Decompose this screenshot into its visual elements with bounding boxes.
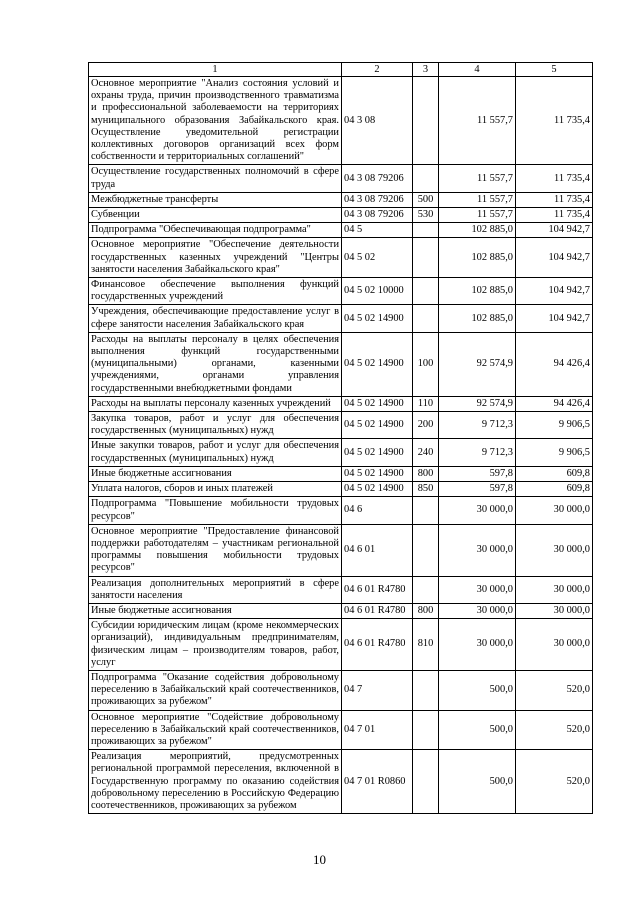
row-name: Реализация мероприятий, предусмотренных региональной программой переселения, включенной в Государственную программу по оказанию содействия добровольному переселению в Российскую Федерацию соотечественников, проживающих за рубежом [89,750,342,814]
row-expense-type: 800 [413,603,439,618]
row-name: Субвенции [89,208,342,223]
row-name: Осуществление государственных полномочий в сфере труда [89,165,342,192]
row-expense-type [413,223,439,238]
row-value-col5: 9 906,5 [516,412,593,439]
table-row [89,576,593,603]
row-value-col4: 9 712,3 [439,412,516,439]
table-row [89,750,593,814]
table-row [89,670,593,710]
budget-table [88,62,593,814]
row-name: Подпрограмма "Обеспечивающая подпрограмма" [89,223,342,238]
row-expense-type [413,165,439,192]
row-code: 04 5 02 10000 [342,278,413,305]
header-col-1: 1 [89,63,342,77]
header-col-3: 3 [413,63,439,77]
row-value-col4: 92 574,9 [439,396,516,411]
row-value-col5: 609,8 [516,466,593,481]
row-value-col5: 104 942,7 [516,305,593,332]
row-expense-type: 240 [413,439,439,466]
row-code: 04 3 08 79206 [342,192,413,207]
row-name: Основное мероприятие "Анализ состояния условий и охраны труда, причин производственного травматизма и профессиональной заболеваемости на территориях муниципального образования Забайкальского края. Осуществление уведомительной регистрации коллективных договоров организаций всех форм собственности и территориальных соглашений" [89,77,342,165]
table-row [89,192,593,207]
table-row [89,466,593,481]
table-row [89,165,593,192]
row-name: Иные закупки товаров, работ и услуг для обеспечения государственных (муниципальных) нужд [89,439,342,466]
row-value-col5: 104 942,7 [516,278,593,305]
header-col-4: 4 [439,63,516,77]
table-row [89,603,593,618]
row-name: Субсидии юридическим лицам (кроме некоммерческих организаций), индивидуальным предпринимателям, физическим лицам – производителям товаров, работ, услуг [89,619,342,671]
row-value-col5: 30 000,0 [516,524,593,576]
row-value-col4: 30 000,0 [439,603,516,618]
row-expense-type [413,576,439,603]
table-row [89,396,593,411]
row-value-col5: 104 942,7 [516,223,593,238]
header-col-2: 2 [342,63,413,77]
row-value-col4: 11 557,7 [439,192,516,207]
row-value-col4: 9 712,3 [439,439,516,466]
row-value-col5: 9 906,5 [516,439,593,466]
row-expense-type [413,750,439,814]
row-name: Учреждения, обеспечивающие предоставление услуг в сфере занятости населения Забайкальского края [89,305,342,332]
row-expense-type: 100 [413,332,439,396]
row-value-col4: 597,8 [439,466,516,481]
table-row [89,482,593,497]
table-row [89,223,593,238]
table-row [89,524,593,576]
table-row [89,238,593,278]
row-value-col4: 11 557,7 [439,77,516,165]
budget-table-body [89,63,593,814]
row-expense-type [413,305,439,332]
row-code: 04 6 01 R4780 [342,619,413,671]
row-value-col5: 520,0 [516,670,593,710]
row-value-col5: 11 735,4 [516,165,593,192]
row-code: 04 5 [342,223,413,238]
row-expense-type: 500 [413,192,439,207]
row-value-col5: 11 735,4 [516,208,593,223]
row-value-col4: 11 557,7 [439,165,516,192]
table-row [89,619,593,671]
row-code: 04 5 02 14900 [342,412,413,439]
row-value-col5: 94 426,4 [516,396,593,411]
row-code: 04 6 01 [342,524,413,576]
row-code: 04 6 01 R4780 [342,603,413,618]
row-name: Подпрограмма "Оказание содействия добровольному переселению в Забайкальский край соотечественников, проживающих за рубежом" [89,670,342,710]
page-number: 10 [313,852,326,867]
row-value-col5: 609,8 [516,482,593,497]
row-name: Финансовое обеспечение выполнения функций государственных учреждений [89,278,342,305]
row-value-col4: 92 574,9 [439,332,516,396]
row-name: Иные бюджетные ассигнования [89,466,342,481]
row-code: 04 5 02 14900 [342,482,413,497]
row-value-col4: 11 557,7 [439,208,516,223]
row-expense-type [413,238,439,278]
row-code: 04 5 02 14900 [342,396,413,411]
table-row [89,208,593,223]
table-row [89,332,593,396]
row-name: Основное мероприятие "Предоставление финансовой поддержки работодателям – участникам региональной программы повышения мобильности трудовых ресурсов" [89,524,342,576]
row-value-col5: 11 735,4 [516,77,593,165]
table-row [89,710,593,750]
row-name: Иные бюджетные ассигнования [89,603,342,618]
row-name: Расходы на выплаты персоналу в целях обеспечения выполнения функций государственными (муниципальными) органами, казенными учреждениями, органами управления государственными внебюджетными фондами [89,332,342,396]
row-value-col4: 30 000,0 [439,619,516,671]
row-value-col5: 11 735,4 [516,192,593,207]
header-row [89,63,593,77]
row-value-col4: 500,0 [439,670,516,710]
row-value-col5: 30 000,0 [516,576,593,603]
row-code: 04 3 08 79206 [342,208,413,223]
row-value-col4: 30 000,0 [439,497,516,524]
row-name: Подпрограмма "Повышение мобильности трудовых ресурсов" [89,497,342,524]
row-name: Расходы на выплаты персоналу казенных учреждений [89,396,342,411]
row-expense-type: 200 [413,412,439,439]
row-code: 04 7 [342,670,413,710]
row-expense-type: 530 [413,208,439,223]
row-expense-type [413,524,439,576]
row-value-col5: 94 426,4 [516,332,593,396]
row-value-col4: 30 000,0 [439,524,516,576]
row-value-col4: 102 885,0 [439,305,516,332]
row-expense-type: 850 [413,482,439,497]
row-code: 04 7 01 [342,710,413,750]
row-value-col5: 30 000,0 [516,497,593,524]
row-value-col5: 520,0 [516,750,593,814]
row-value-col4: 102 885,0 [439,238,516,278]
row-name: Уплата налогов, сборов и иных платежей [89,482,342,497]
row-code: 04 5 02 14900 [342,466,413,481]
row-value-col4: 102 885,0 [439,278,516,305]
row-value-col5: 30 000,0 [516,619,593,671]
row-value-col4: 597,8 [439,482,516,497]
row-code: 04 5 02 14900 [342,332,413,396]
table-row [89,412,593,439]
row-expense-type [413,77,439,165]
row-code: 04 6 [342,497,413,524]
row-expense-type [413,497,439,524]
row-code: 04 3 08 [342,77,413,165]
row-code: 04 6 01 R4780 [342,576,413,603]
table-row [89,439,593,466]
row-value-col5: 30 000,0 [516,603,593,618]
row-code: 04 5 02 [342,238,413,278]
row-expense-type [413,710,439,750]
row-value-col4: 500,0 [439,710,516,750]
row-code: 04 7 01 R0860 [342,750,413,814]
row-value-col5: 520,0 [516,710,593,750]
row-expense-type: 810 [413,619,439,671]
row-name: Реализация дополнительных мероприятий в сфере занятости населения [89,576,342,603]
table-row [89,497,593,524]
row-name: Закупка товаров, работ и услуг для обеспечения государственных (муниципальных) нужд [89,412,342,439]
row-expense-type: 800 [413,466,439,481]
row-code: 04 5 02 14900 [342,305,413,332]
row-value-col4: 500,0 [439,750,516,814]
row-expense-type: 110 [413,396,439,411]
row-name: Основное мероприятие "Содействие добровольному переселению в Забайкальский край соотечественников, проживающих за рубежом" [89,710,342,750]
row-code: 04 3 08 79206 [342,165,413,192]
row-name: Основное мероприятие "Обеспечение деятельности государственных казенных учреждений "Центры занятости населения Забайкальского края" [89,238,342,278]
row-value-col4: 102 885,0 [439,223,516,238]
header-col-5: 5 [516,63,593,77]
row-value-col5: 104 942,7 [516,238,593,278]
row-expense-type [413,670,439,710]
table-row [89,305,593,332]
table-row [89,77,593,165]
row-code: 04 5 02 14900 [342,439,413,466]
row-expense-type [413,278,439,305]
row-value-col4: 30 000,0 [439,576,516,603]
table-row [89,278,593,305]
row-name: Межбюджетные трансферты [89,192,342,207]
